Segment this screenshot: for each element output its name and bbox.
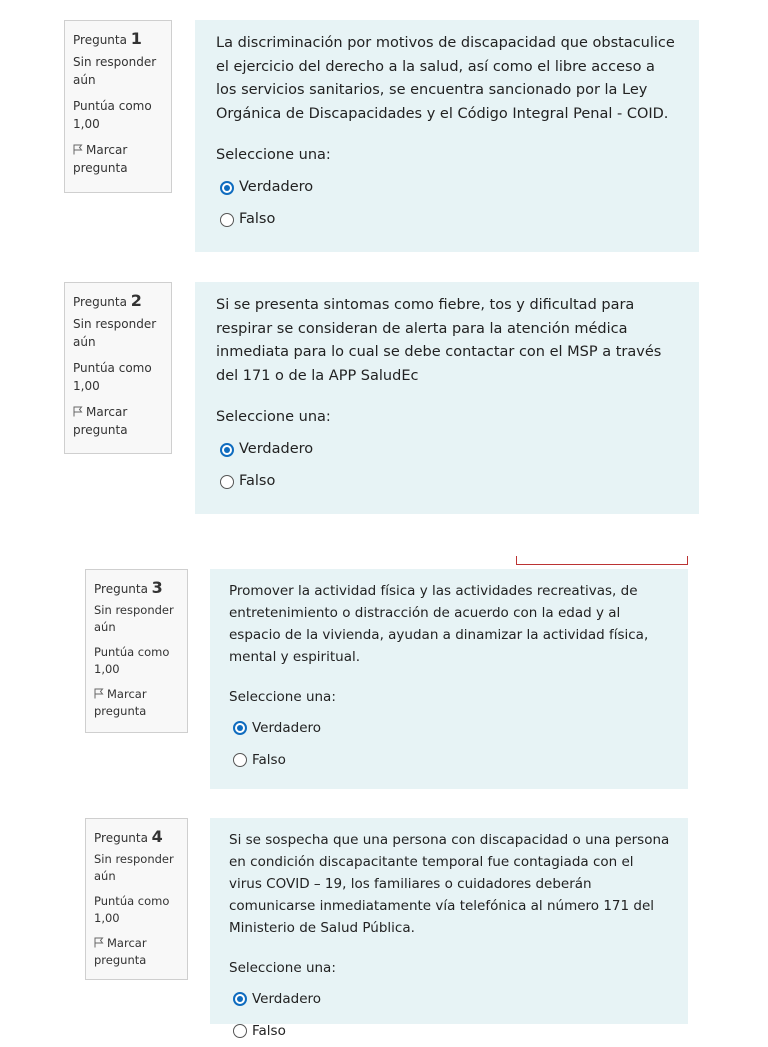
question-label: Pregunta bbox=[94, 831, 148, 845]
question-number-row bbox=[73, 292, 163, 311]
question-info bbox=[85, 569, 188, 733]
option-verdadero[interactable] bbox=[220, 172, 679, 204]
flag-question-label: Marcar pregunta bbox=[94, 936, 147, 967]
answer-prompt: Seleccione una: bbox=[216, 147, 331, 163]
option-label: Verdadero bbox=[239, 178, 314, 195]
radio-unchecked-icon[interactable] bbox=[220, 213, 234, 227]
question-grade: Puntúa como 1,00 bbox=[94, 645, 170, 676]
answer-prompt: Seleccione una: bbox=[229, 689, 336, 705]
option-label: Falso bbox=[239, 472, 276, 489]
option-label: Verdadero bbox=[252, 991, 322, 1007]
flag-question-link[interactable] bbox=[94, 935, 179, 969]
question-label: Pregunta bbox=[73, 295, 127, 309]
question-number: 1 bbox=[130, 29, 142, 48]
option-falso[interactable] bbox=[220, 204, 679, 236]
flag-icon bbox=[94, 688, 104, 699]
flag-question-label: Marcar pregunta bbox=[94, 687, 147, 718]
question-grade: Puntúa como 1,00 bbox=[94, 894, 170, 925]
red-outline-fragment bbox=[516, 556, 688, 565]
question-state: Sin responder aún bbox=[94, 852, 174, 883]
question-content bbox=[195, 282, 699, 514]
question-grade: Puntúa como 1,00 bbox=[73, 99, 152, 131]
radio-checked-icon[interactable] bbox=[233, 721, 247, 735]
radio-checked-icon[interactable] bbox=[220, 181, 234, 195]
option-label: Verdadero bbox=[239, 440, 314, 457]
question-number-row bbox=[73, 30, 163, 49]
option-falso[interactable] bbox=[233, 1015, 670, 1047]
radio-unchecked-icon[interactable] bbox=[220, 475, 234, 489]
question-number: 2 bbox=[130, 291, 142, 310]
question-info bbox=[64, 20, 172, 193]
answer-prompt: Seleccione una: bbox=[216, 409, 331, 425]
answer-options bbox=[216, 434, 679, 498]
question-label: Pregunta bbox=[94, 582, 148, 596]
option-label: Falso bbox=[239, 210, 276, 227]
option-falso[interactable] bbox=[233, 744, 668, 776]
question-state: Sin responder aún bbox=[73, 317, 157, 349]
question-content bbox=[210, 818, 688, 1039]
question-grade: Puntúa como 1,00 bbox=[73, 361, 152, 393]
radio-unchecked-icon[interactable] bbox=[233, 753, 247, 767]
flag-icon bbox=[73, 406, 83, 417]
option-verdadero[interactable] bbox=[220, 434, 679, 466]
question-info bbox=[85, 818, 188, 980]
flag-question-link[interactable] bbox=[73, 403, 163, 439]
question-number: 3 bbox=[151, 578, 163, 597]
option-verdadero[interactable] bbox=[233, 712, 668, 744]
question-number: 4 bbox=[151, 827, 163, 846]
question-content bbox=[195, 20, 699, 252]
question-info bbox=[64, 282, 172, 454]
question-text: La discriminación por motivos de discapacidad que obstaculice el ejercicio del derecho a la salud, así como el libre acceso a los servicios sanitarios, se encuentra sancionado por la Ley Orgánica de Discapacidades y el Código Integral Penal - COID. bbox=[216, 35, 675, 122]
question-number-row bbox=[94, 579, 179, 598]
answer-options bbox=[216, 172, 679, 236]
option-label: Verdadero bbox=[252, 720, 322, 736]
question-content bbox=[210, 569, 688, 789]
question-label: Pregunta bbox=[73, 33, 127, 47]
question-number-row bbox=[94, 828, 179, 847]
flag-question-link[interactable] bbox=[73, 141, 163, 177]
radio-checked-icon[interactable] bbox=[233, 992, 247, 1006]
flag-question-label: Marcar pregunta bbox=[73, 405, 128, 437]
flag-icon bbox=[94, 937, 104, 948]
answer-prompt: Seleccione una: bbox=[229, 960, 336, 976]
radio-checked-icon[interactable] bbox=[220, 443, 234, 457]
question-state: Sin responder aún bbox=[94, 603, 174, 634]
radio-unchecked-icon[interactable] bbox=[233, 1024, 247, 1038]
flag-question-link[interactable] bbox=[94, 686, 179, 720]
option-label: Falso bbox=[252, 752, 286, 768]
flag-icon bbox=[73, 144, 83, 155]
flag-question-label: Marcar pregunta bbox=[73, 143, 128, 175]
question-text: Si se presenta sintomas como fiebre, tos y dificultad para respirar se consideran de alerta para la atención médica inmediata para lo cual se debe contactar con el MSP a través del 171 o de la APP SaludEc bbox=[216, 297, 662, 384]
question-text: Promover la actividad física y las actividades recreativas, de entretenimiento o distracción de acuerdo con la edad y al espacio de la vivienda, ayudan a dinamizar la actividad física, mental y espiritual. bbox=[229, 583, 649, 665]
option-verdadero[interactable] bbox=[233, 983, 670, 1015]
option-falso[interactable] bbox=[220, 466, 679, 498]
question-state: Sin responder aún bbox=[73, 55, 157, 87]
option-label: Falso bbox=[252, 1023, 286, 1039]
answer-options bbox=[229, 983, 670, 1047]
question-text: Si se sospecha que una persona con discapacidad o una persona en condición discapacitante temporal fue contagiada con el virus COVID – 19, los familiares o cuidadores deberán comunicarse inmediatamente vía telefónica al número 171 del Ministerio de Salud Pública. bbox=[229, 832, 670, 936]
answer-options bbox=[229, 712, 668, 776]
